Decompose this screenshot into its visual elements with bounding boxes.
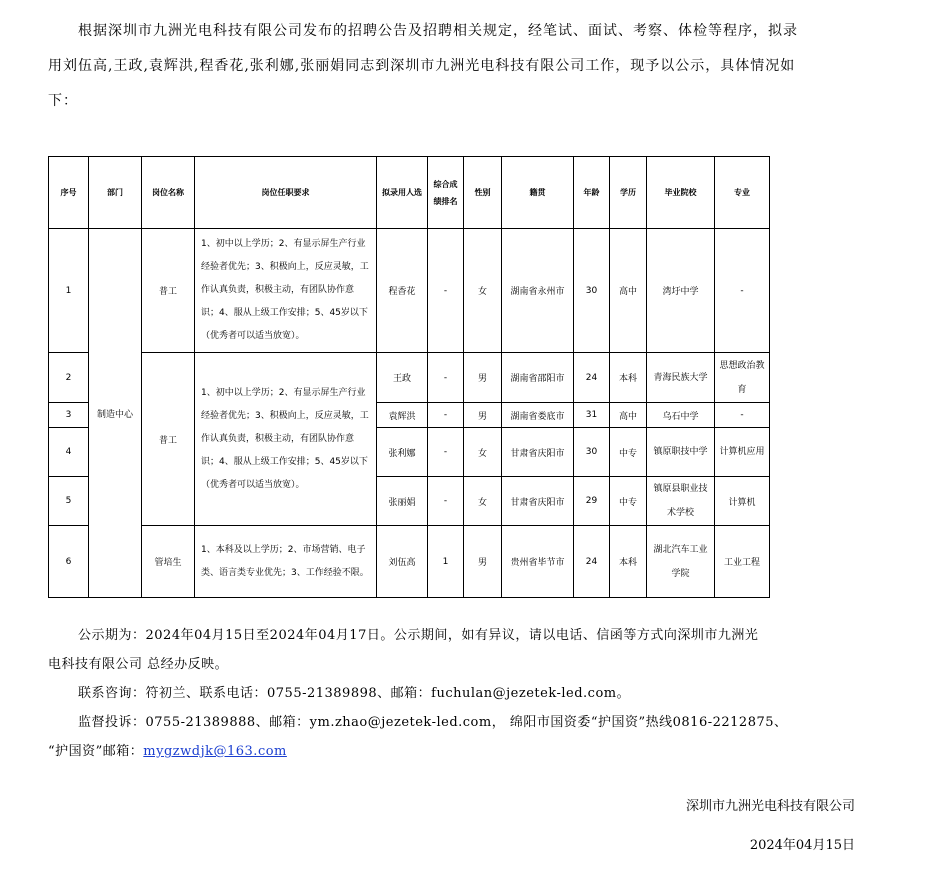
notice-contact: 联系咨询：符初兰、联系电话：0755-21389898、邮箱：fuchulan@jezetek-led.com。 bbox=[78, 686, 631, 701]
signature-company: 深圳市九洲光电科技有限公司 bbox=[685, 799, 855, 814]
cell-school: 湖北汽车工业学院 bbox=[647, 526, 715, 598]
header-dept: 部门 bbox=[89, 157, 142, 229]
cell-age: 29 bbox=[574, 477, 610, 526]
cell-origin: 贵州省毕节市 bbox=[502, 526, 574, 598]
cell-candidate: 刘伍高 bbox=[377, 526, 428, 598]
table-row bbox=[49, 526, 770, 598]
notice-supervise-line-1: 监督投诉：0755-21389888、邮箱：ym.zhao@jezetek-led.com， 绵阳市国资委“护国资”热线0816-2212875、 bbox=[78, 715, 788, 730]
cell-rank: - bbox=[428, 353, 464, 403]
cell-rank: - bbox=[428, 477, 464, 526]
cell-requirements: 1、初中以上学历；2、有显示屏生产行业经验者优先；3、积极向上，反应灵敏，工作认真负责，积极主动，有团队协作意识；4、服从上级工作安排；5、45岁以下（优秀者可以适当放宽）。 bbox=[195, 353, 377, 526]
cell-candidate: 张丽娟 bbox=[377, 477, 428, 526]
cell-origin: 湖南省邵阳市 bbox=[502, 353, 574, 403]
cell-school: 镇原县职业技术学校 bbox=[647, 477, 715, 526]
notice-period-line-1: 公示期为：2024年04月15日至2024年04月17日。公示期间，如有异议，请以电话、信函等方式向深圳市九洲光 bbox=[78, 628, 759, 643]
cell-education: 高中 bbox=[610, 229, 647, 353]
cell-age: 31 bbox=[574, 403, 610, 428]
cell-major: 计算机应用 bbox=[715, 428, 770, 477]
cell-gender: 女 bbox=[464, 477, 502, 526]
cell-dept: 制造中心 bbox=[89, 229, 142, 598]
intro-line-2: 用刘伍高,王政,袁辉洪,程香花,张利娜,张丽娟同志到深圳市九洲光电科技有限公司工作，现予以公示，具体情况如 bbox=[48, 58, 796, 74]
cell-age: 24 bbox=[574, 353, 610, 403]
cell-gender: 女 bbox=[464, 229, 502, 353]
header-age: 年龄 bbox=[574, 157, 610, 229]
cell-major: 计算机 bbox=[715, 477, 770, 526]
cell-position: 普工 bbox=[142, 229, 195, 353]
signature-date: 2024年04月15日 bbox=[749, 838, 855, 853]
cell-no: 6 bbox=[49, 526, 89, 598]
cell-school: 青海民族大学 bbox=[647, 353, 715, 403]
cell-candidate: 程香花 bbox=[377, 229, 428, 353]
cell-gender: 男 bbox=[464, 526, 502, 598]
table-row bbox=[49, 353, 770, 403]
cell-gender: 男 bbox=[464, 353, 502, 403]
cell-major: - bbox=[715, 403, 770, 428]
intro-line-1: 根据深圳市九洲光电科技有限公司发布的招聘公告及招聘相关规定，经笔试、面试、考察、体检等程序，拟录 bbox=[78, 23, 798, 39]
cell-candidate: 袁辉洪 bbox=[377, 403, 428, 428]
header-no: 序号 bbox=[49, 157, 89, 229]
cell-origin: 湖南省永州市 bbox=[502, 229, 574, 353]
cell-candidate: 张利娜 bbox=[377, 428, 428, 477]
cell-age: 30 bbox=[574, 428, 610, 477]
cell-education: 中专 bbox=[610, 477, 647, 526]
cell-rank: - bbox=[428, 229, 464, 353]
cell-position: 管培生 bbox=[142, 526, 195, 598]
header-candidate: 拟录用人选 bbox=[377, 157, 428, 229]
cell-no: 3 bbox=[49, 403, 89, 428]
notice-section bbox=[48, 621, 868, 766]
header-rank: 综合成绩排名 bbox=[428, 157, 464, 229]
cell-no: 2 bbox=[49, 353, 89, 403]
cell-age: 24 bbox=[574, 526, 610, 598]
cell-requirements: 1、初中以上学历；2、有显示屏生产行业经验者优先；3、积极向上，反应灵敏，工作认真负责，积极主动，有团队协作意识；4、服从上级工作安排；5、45岁以下（优秀者可以适当放宽）。 bbox=[195, 229, 377, 353]
cell-no: 1 bbox=[49, 229, 89, 353]
cell-education: 中专 bbox=[610, 428, 647, 477]
header-education: 学历 bbox=[610, 157, 647, 229]
cell-position: 普工 bbox=[142, 353, 195, 526]
notice-period-line-2: 电科技有限公司 总经办反映。 bbox=[48, 657, 229, 672]
cell-school: 乌石中学 bbox=[647, 403, 715, 428]
supervise-email-label: “护国资”邮箱： bbox=[48, 744, 144, 759]
cell-education: 本科 bbox=[610, 353, 647, 403]
cell-requirements: 1、本科及以上学历；2、市场营销、电子类、语言类专业优先；3、工作经验不限。 bbox=[195, 526, 377, 598]
notice-supervise-line-2 bbox=[48, 737, 868, 766]
cell-major: 思想政治教育 bbox=[715, 353, 770, 403]
cell-major: - bbox=[715, 229, 770, 353]
supervise-email-link[interactable]: mygzwdjk@163.com bbox=[143, 744, 287, 759]
cell-education: 本科 bbox=[610, 526, 647, 598]
table-header-row bbox=[49, 157, 770, 229]
header-major: 专业 bbox=[715, 157, 770, 229]
cell-candidate: 王政 bbox=[377, 353, 428, 403]
cell-no: 4 bbox=[49, 428, 89, 477]
cell-school: 镇原职技中学 bbox=[647, 428, 715, 477]
header-position: 岗位名称 bbox=[142, 157, 195, 229]
cell-gender: 女 bbox=[464, 428, 502, 477]
recruitment-table bbox=[48, 156, 770, 598]
cell-school: 湾圩中学 bbox=[647, 229, 715, 353]
header-origin: 籍贯 bbox=[502, 157, 574, 229]
intro-line-3: 下： bbox=[48, 93, 78, 109]
header-requirements: 岗位任职要求 bbox=[195, 157, 377, 229]
cell-origin: 湖南省娄底市 bbox=[502, 403, 574, 428]
cell-no: 5 bbox=[49, 477, 89, 526]
cell-gender: 男 bbox=[464, 403, 502, 428]
cell-origin: 甘肃省庆阳市 bbox=[502, 428, 574, 477]
cell-education: 高中 bbox=[610, 403, 647, 428]
cell-rank: - bbox=[428, 403, 464, 428]
cell-rank: - bbox=[428, 428, 464, 477]
intro-paragraph bbox=[48, 14, 868, 119]
cell-origin: 甘肃省庆阳市 bbox=[502, 477, 574, 526]
cell-major: 工业工程 bbox=[715, 526, 770, 598]
header-gender: 性别 bbox=[464, 157, 502, 229]
cell-rank: 1 bbox=[428, 526, 464, 598]
header-school: 毕业院校 bbox=[647, 157, 715, 229]
cell-age: 30 bbox=[574, 229, 610, 353]
table-row bbox=[49, 229, 770, 353]
